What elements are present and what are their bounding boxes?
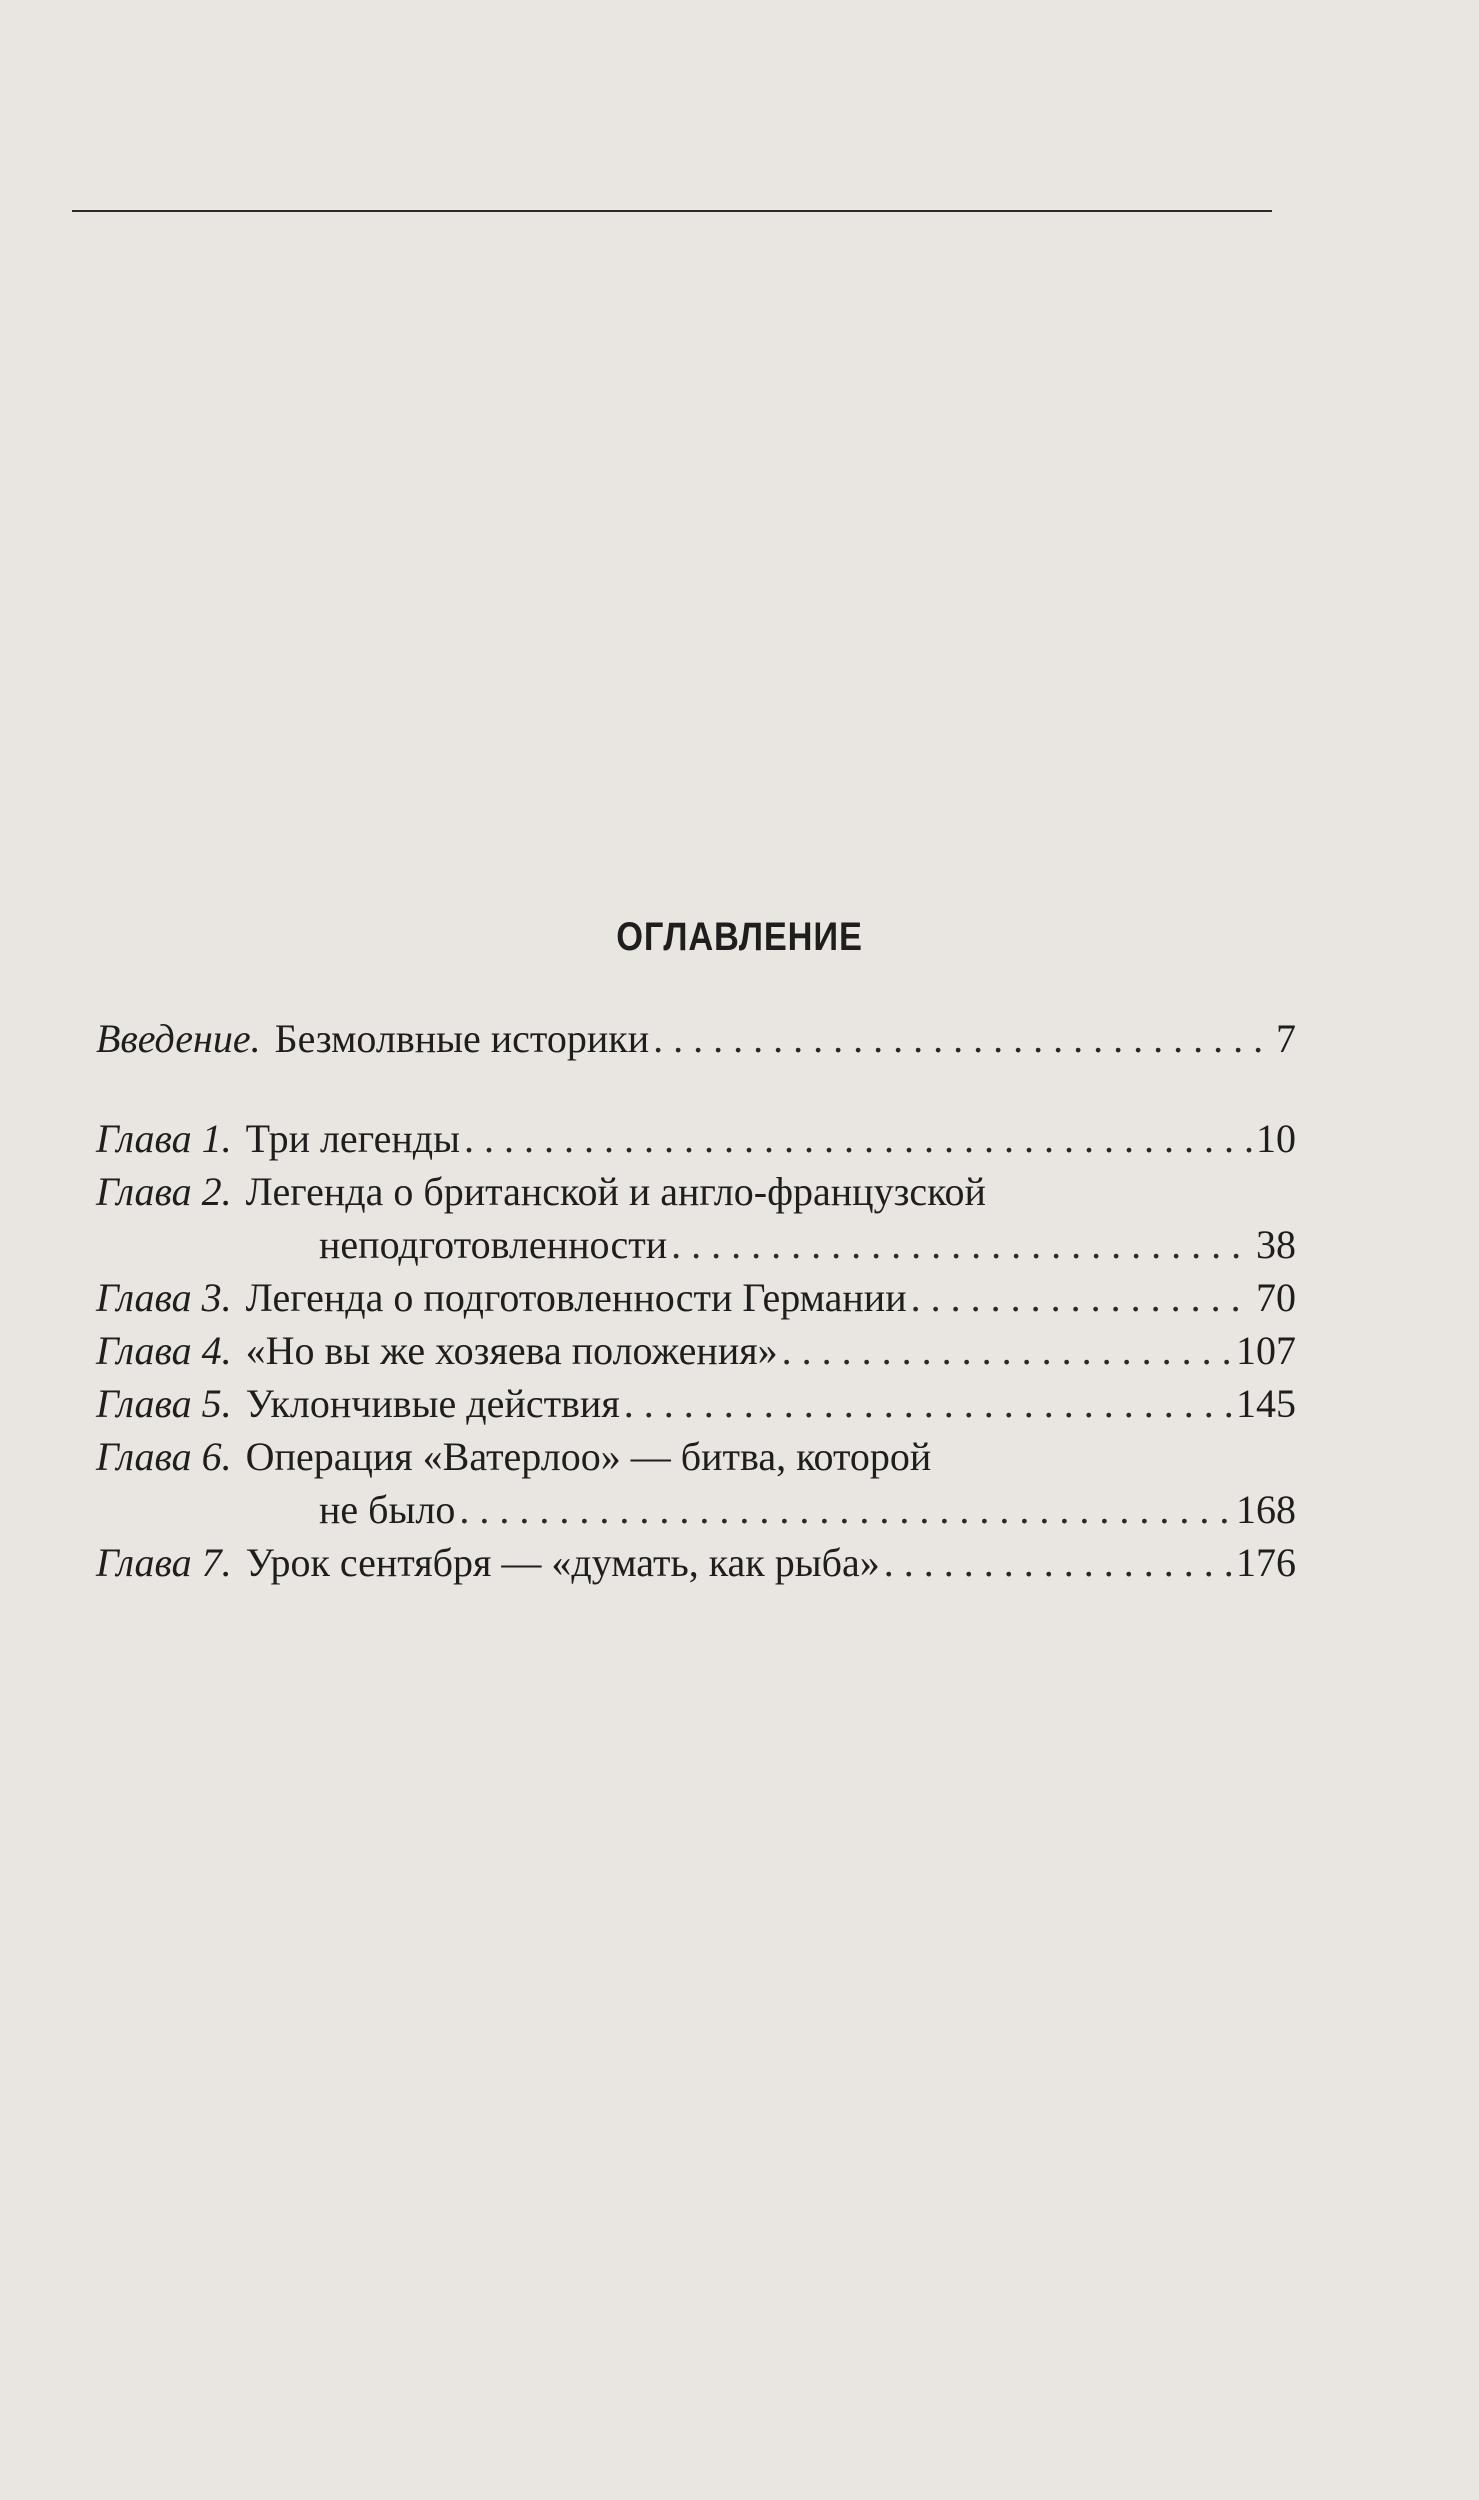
toc-entry-label: Введение.	[96, 1016, 261, 1061]
toc-entry-title: Легенда о подготовленности Германии	[245, 1275, 907, 1320]
toc-entry-label: Глава 1.	[96, 1116, 232, 1161]
toc-entry-title: Легенда о британской и англо-французской	[245, 1169, 986, 1214]
toc-entry-title: Уклончивые действия	[245, 1381, 620, 1426]
toc-entry-title: Три легенды	[245, 1116, 460, 1161]
toc-entry-title: Безмолвные историки	[274, 1016, 650, 1061]
dot-leader	[782, 1324, 1232, 1377]
toc-entry-label: Глава 6.	[96, 1434, 232, 1479]
dot-leader	[671, 1218, 1252, 1271]
toc-entry-label: Глава 5.	[96, 1381, 232, 1426]
dot-leader	[911, 1271, 1252, 1324]
toc-entry-chapter-7	[96, 1536, 1296, 1589]
toc-entry-chapter-6	[96, 1430, 1296, 1536]
toc-entry-page: 10	[1256, 1116, 1296, 1161]
toc-entry-page: 145	[1236, 1381, 1296, 1426]
toc-entry-title: «Но вы же хозяева положения»	[245, 1328, 778, 1373]
toc-entry-title: Урок сентября — «думать, как рыба»	[245, 1540, 880, 1585]
toc-entry-title-continued: неподготовленности	[319, 1222, 668, 1267]
toc-entry-page: 168	[1236, 1487, 1296, 1532]
header-rule	[72, 210, 1272, 212]
toc-entry-label: Глава 3.	[96, 1275, 232, 1320]
toc-entry-page: 70	[1256, 1275, 1296, 1320]
toc-entry-page: 176	[1236, 1540, 1296, 1585]
toc-entry-page: 107	[1236, 1328, 1296, 1373]
toc-entry-label: Глава 2.	[96, 1169, 232, 1214]
toc-entry-chapter-3	[96, 1271, 1296, 1324]
toc-entry-chapter-1	[96, 1112, 1296, 1165]
table-of-contents	[96, 1012, 1296, 1589]
toc-entry-chapter-5	[96, 1377, 1296, 1430]
toc-entry-chapter-2	[96, 1165, 1296, 1271]
dot-leader	[459, 1483, 1232, 1536]
toc-entry-title: Операция «Ватерлоо» — битва, которой	[245, 1434, 932, 1479]
toc-entry-intro	[96, 1012, 1296, 1065]
toc-entry-title-continued: не было	[319, 1487, 456, 1532]
dot-leader	[464, 1112, 1252, 1165]
toc-entry-chapter-4	[96, 1324, 1296, 1377]
dot-leader	[884, 1536, 1232, 1589]
toc-heading: ОГЛАВЛЕНИЕ	[616, 915, 863, 959]
toc-entry-page: 7	[1276, 1016, 1296, 1061]
dot-leader	[653, 1012, 1272, 1065]
dot-leader	[624, 1377, 1232, 1430]
toc-entry-page: 38	[1256, 1222, 1296, 1267]
toc-entry-label: Глава 4.	[96, 1328, 232, 1373]
toc-entry-label: Глава 7.	[96, 1540, 232, 1585]
